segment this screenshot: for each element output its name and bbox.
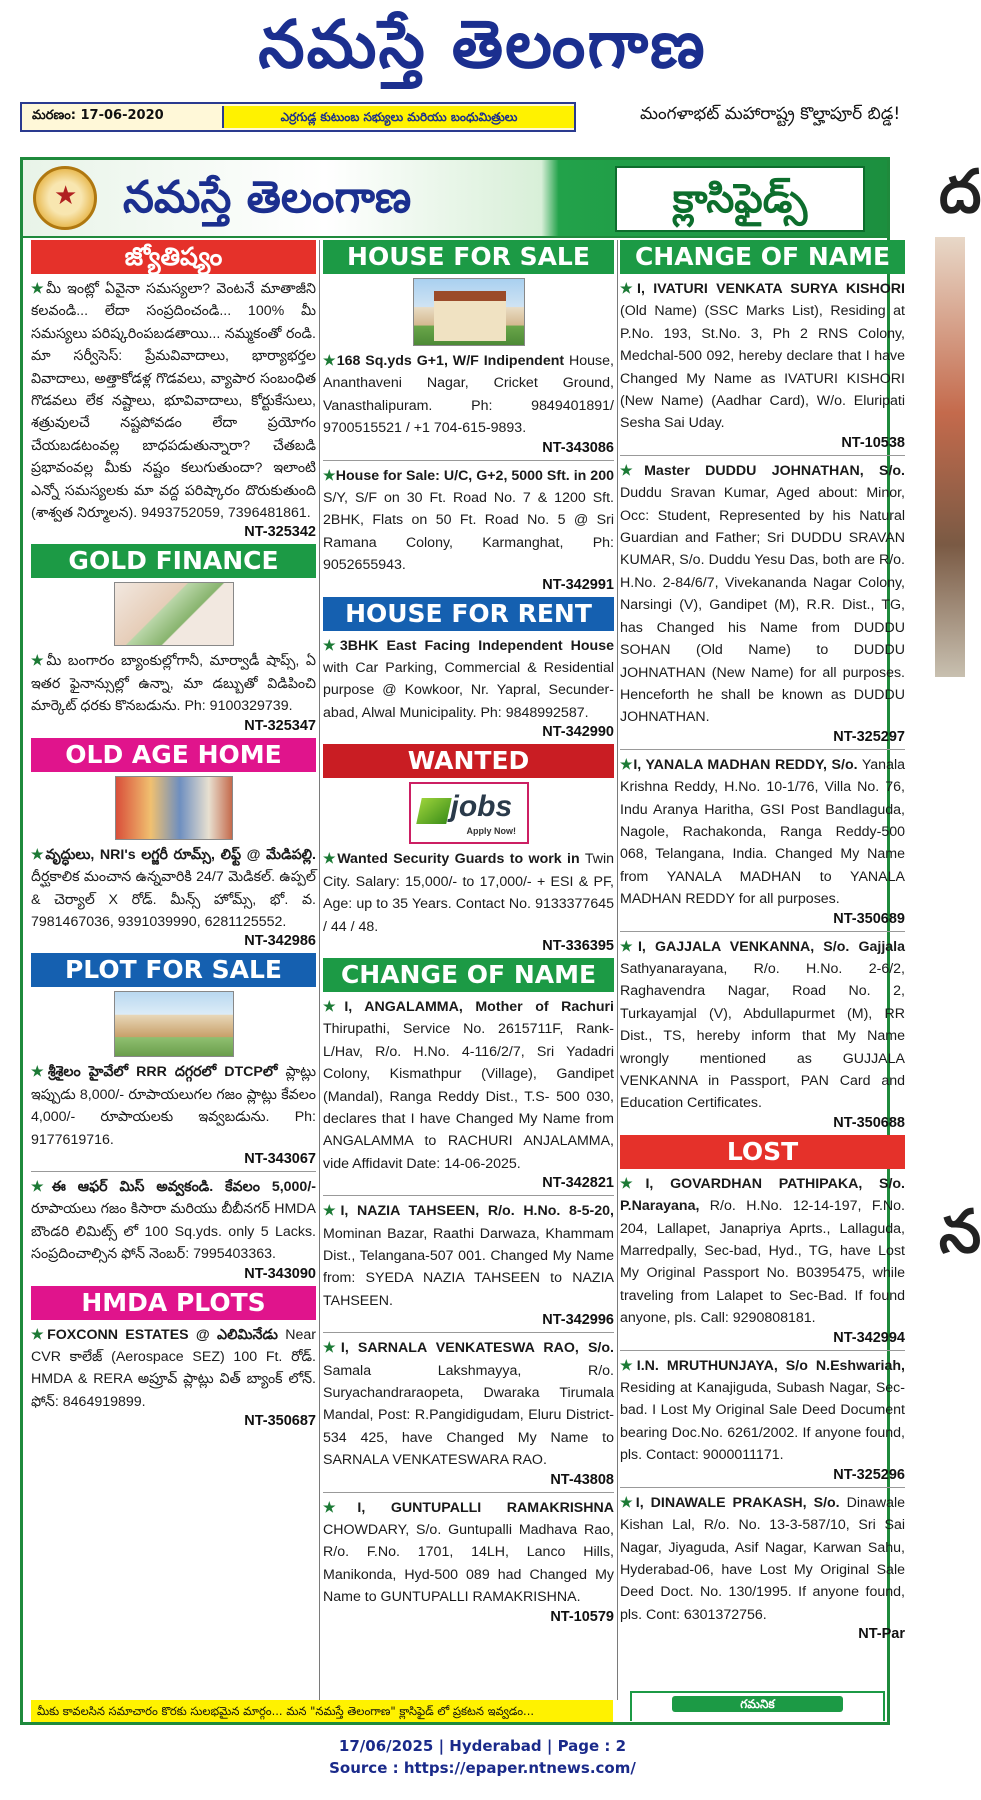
ad-lead: I, DINAWALE PRAKASH, S/o.	[635, 1494, 840, 1511]
ad-lead: Master DUDDU JOHNATHAN, S/o.	[644, 462, 905, 479]
section-head-house-for-sale: HOUSE FOR SALE	[323, 240, 614, 274]
old-age-home-image	[115, 776, 233, 840]
column-2	[323, 240, 614, 1629]
classified-ad: ★I, NAZIA TAHSEEN, R/o. H.No. 8-5-20, Mominan Bazar, Raathi Darwaza, Khammam Dist., Telangana-507 001. Changed My Name from: SYEDA NAZIA TAHSEEN to NAZIA TAHSEEN.	[323, 1203, 614, 1309]
ad-code: NT-343086	[542, 439, 614, 456]
classified-ad: ★I, YANALA MADHAN REDDY, S/o. Yanala Krishna Reddy, H.No. 10-1/76, Villa No. 76, Indu Aranya Haritha, GSI Post Bandlaguda, Nagole, Rachakonda, Ranga Reddy-500 068, Telangana, India. Changed My Name from YANALA MADHAN to YANALA MADHAN REDDY for all purposes.	[620, 756, 905, 908]
ad-code: NT-342821	[542, 1175, 614, 1192]
section-head-hmda-plots: HMDA PLOTS	[31, 1286, 316, 1320]
source-link[interactable]: Source : https://epaper.ntnews.com/	[329, 1759, 636, 1777]
classifieds-frame	[20, 157, 905, 1725]
classified-ad: ★ఈ ఆఫర్ మిస్ అవ్వకండి. కేవలం 5,000/- రూపాయలు గజం కిసారా మరియు బీబీనగర్ HMDA బౌండరి లిమిట్స్ లో 100 Sq.yds. only 5 Lacks. సంప్రదించాల్సిన ఫోన్ నెంబర్: 7995403363.	[31, 1178, 316, 1263]
classified-ad: ★వృద్ధులు, NRI's లగ్జరీ రూమ్స్, లిఫ్ట్ @ మేడిపల్లి. దీర్ఘకాలిక మంచాన ఉన్నవారికి 24/7 మెడికల్. ఉప్పల్ & చెర్యాల్ X రోడ్. మీన్స్ హోమ్స్, భో. వ. 7981467036, 9391039990, 6281125552.	[31, 846, 316, 930]
section-head-astrology: జ్యోతిష్యం	[31, 240, 316, 274]
column-divider	[319, 240, 320, 1700]
column-1	[31, 240, 316, 1433]
ad-text: S/Y, S/F on 30 Ft. Road No. 7 & 1200 Sft. 2BHK, Flats on 50 Ft. Road No. 5 @ Sri Ramana Colony, Karmanghat, Ph: 9052655943.	[323, 490, 614, 574]
ad-code: NT-43808	[550, 1471, 614, 1488]
ad-text: Duddu Sravan Kumar, Aged about: Minor, Occ: Student, Represented by his Natural Guardian and Father; Sri DUDDU SRAVAN KUMAR, S/o. Duddu Yesu Das, both are R/o. H.No. 2-84/6/7, Vivekananda Nagar Colony, Narsingi (V), Gandipet (M), R.R. Dist., TG, has Changed his Name from DUDDU SOHAN (Old Name) to DUDDU JOHNATHAN (New Name) for all purposes. Henceforth he shall be known as DUDDU JOHNATHAN.	[620, 485, 905, 726]
masthead	[0, 0, 965, 95]
ad-text: మీ బంగారం బ్యాంకుల్లోగానీ, మార్వాడీ షాప్స్, ఏ ఇతర ఫైనాన్సుల్లో ఉన్నా, మా డబ్బుతో విడిపించి మార్కెట్ ధరకు కొనబడును. Ph: 9100329739.	[31, 653, 316, 715]
newspaper-title: నమస్తే తెలంగాణ	[258, 5, 707, 83]
ad-text: Mominan Bazar, Raathi Darwaza, Khammam Dist., Telangana-507 001. Changed My Name from: SYEDA NAZIA TAHSEEN to NAZIA TAHSEEN.	[323, 1225, 614, 1309]
ad-code: NT-343067	[244, 1150, 316, 1167]
obituary-strip	[20, 102, 576, 132]
adjacent-headline-fragment: న	[939, 1197, 981, 1267]
section-head-lost: LOST	[620, 1135, 905, 1169]
ad-code: NT-342994	[833, 1329, 905, 1346]
ad-code: NT-350687	[244, 1413, 316, 1430]
ad-lead: I, GAJJALA VENKANNA, S/o. Gajjala	[637, 938, 905, 955]
page-footer	[0, 1735, 965, 1779]
ad-text: దీర్ఘకాలిక మంచాన ఉన్నవారికి 24/7 మెడికల్. ఉప్పల్ & చెర్యాల్ X రోడ్. మీన్స్ హోమ్స్, భో. వ. 7981467036, 9391039990, 6281125552.	[31, 869, 316, 930]
ad-divider	[323, 1195, 614, 1196]
section-head-change-of-name: CHANGE OF NAME	[323, 958, 614, 992]
ad-code: NT-325296	[833, 1466, 905, 1483]
ad-text: మీ ఇంట్లో ఏవైనా సమస్యలా? వెంటనే మాతాజీని కలవండి... లేదా సంప్రదించండి... 100% మీ సమస్యలు పరిష్కరింపబడతాయి... నమ్మకంతో రండి. మా సర్వీసెస్: ప్రేమవివాదాలు, భార్యాభర్తల వివాదాలు, అత్తాకోడళ్ల గొడవలు, వ్యాపార సంబంధిత గొడవలు లేక నష్టాలు, భూవివాదాలు, కోర్టుకేసులు, శత్రువులచే నష్టపోవడం లేదా ప్రయోగం చేయబడటంవల్ల బాధపడుతున్నారా? చేతబడి ప్రభావంవల్ల మీకు నష్టం కలుగుతుందా? ఇలాంటి ఎన్నో సమస్యలకు మా వద్ద పరిష్కారం దొరుకుతుంది (శాశ్వత నిర్మూలన). 9493752059, 7396481861.	[31, 281, 316, 522]
obituary-date: మరణం: 17-06-2020	[32, 108, 164, 123]
notice-box	[630, 1691, 885, 1721]
ad-lead: I, ANGALAMMA, Mother of Rachuri	[344, 998, 614, 1015]
ad-text: with Car Parking, Commercial & Residential purpose @ Kowkoor, Nr. Yapral, Secunder-abad, Alwal Municipality. Ph: 9848992587.	[323, 660, 614, 721]
classified-ad: ★House for Sale: U/C, G+2, 5000 Sft. in 200 S/Y, S/F on 30 Ft. Road No. 7 & 1200 Sft. 2BHK, Flats on 50 Ft. Road No. 5 @ Sri Ramana Colony, Karmanghat, Ph: 9052655943.	[323, 467, 614, 574]
ad-lead: 3BHK East Facing Independent House	[339, 637, 614, 654]
banner-section-title: క్లాసిఫైడ్స్	[615, 166, 865, 232]
ad-code: NT-342996	[542, 1312, 614, 1329]
ad-lead: ఈ ఆఫర్ మిస్ అవ్వకండి. కేవలం 5,000/-	[51, 1178, 316, 1195]
ad-divider	[620, 749, 905, 750]
section-head-wanted: WANTED	[323, 744, 614, 778]
column-divider	[617, 240, 618, 1700]
ad-divider	[323, 1332, 614, 1333]
ad-code: NT-10579	[550, 1608, 614, 1625]
emblem-icon	[33, 166, 97, 230]
classified-ad: ★I, GAJJALA VENKANNA, S/o. Gajjala Sathyanarayana, R/o. H.No. 2-6/2, Raghavendra Nagar, Road No. 2, Turkayamjal (V), Abdullapurmet (M), RR Dist., TS, hereby inform that My Name wrongly mentioned as GUJJALA VENKANNA in Passport, PAN Card and Education Certificates.	[620, 938, 905, 1112]
ad-text: CHOWDARY, S/o. Guntupalli Madhava Rao, R/o. F.No. 1701, 14LH, Lanco Hills, Manikonda, Hyd-500 089 had Changed My Name to GUNTUPALLI RAMAKRISHNA.	[323, 1522, 614, 1606]
house-image	[413, 278, 525, 346]
obituary-ribbon: ఎర్రగుడ్ల కుటుంబ సభ్యులు మరియు బంధుమిత్రులు	[222, 106, 574, 128]
jobs-logo-word: jobs	[450, 790, 513, 824]
ad-code: NT-Par	[858, 1626, 905, 1643]
classified-ad: ★I, ANGALAMMA, Mother of Rachuri Thirupathi, Service No. 2615711F, Rank-L/Hav, R/o. H.No. 4-116/2/7, Sri Yadadri Colony, Kismathpur (Village), Gandipet (Mandal), Ranga Reddy Dist., T.S- 500 030, declares that I have Changed My Name from ANGALAMMA to RACHURI ANJALAMMA, vide Affidavit Date: 14-06-2025.	[323, 998, 614, 1172]
classified-ad: ★168 Sq.yds G+1, W/F Indipendent House, Ananthaveni Nagar, Cricket Ground, Vanasthalipuram. Ph: 9849401891/ 9700515521 / +1 704-615-9893.	[323, 353, 614, 437]
classified-ad: ★I, DINAWALE PRAKASH, S/o. Dinawale Kishan Lal, R/o. No. 13-3-587/10, Sri Sai Nagar, Jiyaguda, Asif Nagar, Karwan Sahu, Hyderabad-06, have Lost My Original Sale Deed Doct. No. 130/1995. If anyone found, pls. Cont: 6301372756.	[620, 1494, 905, 1623]
classified-ad: ★I, SARNALA VENKATESWA RAO, S/o. Samala Lakshmayya, R/o. Suryachandraraopeta, Dwaraka Tirumala Mandal, Post: R.Pangidigudam, Eluru District-534 425, have Changed My Name to SARNALA VENKATESWARA RAO.	[323, 1340, 614, 1469]
section-head-house-for-rent: HOUSE FOR RENT	[323, 597, 614, 631]
ad-text: Twin City. Salary: 15,000/- to 17,000/- + ESI & PF, Age: up to 35 Years. Contact No. 9133377645 / 44 / 48.	[323, 851, 614, 935]
ad-text: Near CVR కాలేజ్ (Aerospace SEZ) 100 Ft. రోడ్. HMDA & RERA అప్రూవ్ ప్లాట్లు విత్ బ్యాంక్ లోన్. ఫోన్: 8464919899.	[31, 1326, 316, 1410]
ad-text: House, Ananthaveni Nagar, Cricket Ground, Vanasthalipuram. Ph: 9849401891/ 9700515521 / +1 704-615-9893.	[323, 353, 614, 437]
ad-code: NT-342991	[542, 576, 614, 593]
classified-ad: ★శ్రీశైలం హైవేలో RRR దగ్గరలో DTCPలో ప్లాట్లు ఇప్పుడు 8,000/- రూపాయలుగల గజం ప్లాట్లు కేవలం 4,000/- రూపాయలకు ఇవ్వబడును. Ph: 9177619716.	[31, 1064, 316, 1148]
ad-code: NT-325297	[833, 728, 905, 745]
ad-lead: వృద్ధులు, NRI's లగ్జరీ రూమ్స్, లిఫ్ట్ @ మేడిపల్లి.	[45, 846, 316, 863]
section-head-gold-finance: GOLD FINANCE	[31, 544, 316, 578]
edition-line: 17/06/2025 | Hyderabad | Page : 2	[338, 1737, 627, 1755]
ad-code: NT-336395	[542, 937, 614, 954]
ad-lead: FOXCONN ESTATES @ ఎలిమినేడు	[47, 1326, 278, 1343]
gold-finance-image	[114, 582, 234, 646]
classified-ad: ★3BHK East Facing Independent House with Car Parking, Commercial & Residential purpose @ Kowkoor, Nr. Yapral, Secunder-abad, Alwal Municipality. Ph: 9848992587.	[323, 637, 614, 721]
section-head-plot-for-sale: PLOT FOR SALE	[31, 953, 316, 987]
classified-ad: ★FOXCONN ESTATES @ ఎలిమినేడు Near CVR కాలేజ్ (Aerospace SEZ) 100 Ft. రోడ్. HMDA & RERA అప్రూవ్ ప్లాట్లు విత్ బ్యాంక్ లోన్. ఫోన్: 8464919899.	[31, 1326, 316, 1410]
column-3	[620, 240, 905, 1646]
ad-text: Sathyanarayana, R/o. H.No. 2-6/2, Raghavendra Nagar, Road No. 2, Turkayamjal (V), Abdullapurmet (M), RR Dist., TS, hereby inform that My Name wrongly mentioned as GUJJALA VENKANNA in Passport, PAN Card and Education Certificates.	[620, 960, 905, 1112]
ad-divider	[620, 1350, 905, 1351]
ad-text: Dinawale Kishan Lal, R/o. No. 13-3-587/10, Sri Sai Nagar, Jiyaguda, Asif Nagar, Karwan Sahu, Hyderabad-06, have Lost My Original Sale Deed Doct. No. 130/1995. If anyone found, pls. Cont: 6301372756.	[620, 1494, 905, 1623]
adjacent-headline-fragment: ద	[939, 157, 981, 227]
ad-code: NT-350689	[833, 910, 905, 927]
ad-lead: శ్రీశైలం హైవేలో RRR దగ్గరలో DTCPలో	[47, 1064, 278, 1081]
classified-ad: ★I, GOVARDHAN PATHIPAKA, S/o. P.Narayana, R/o. H.No. 12-14-197, F.No. 204, Lallapet, Janapriya Aprts., Lallaguda, Marredpally, Sec-bad, Hyd., TG, have Lost My Original Passport No. B0395475, while traveling from Lalapet to Sec-Bad. If found anyone, pls. Call: 9290808181.	[620, 1175, 905, 1327]
ad-code: NT-342986	[244, 933, 316, 950]
ad-divider	[620, 455, 905, 456]
ad-lead: I, NAZIA TAHSEEN, R/o. H.No. 8-5-20,	[340, 1203, 614, 1220]
ad-text: Thirupathi, Service No. 2615711F, Rank-L/Hav, R/o. H.No. 4-116/2/7, Sri Yadadri Colony, Kismathpur (Village), Gandipet (Mandal), Ranga Reddy Dist., T.S- 500 030, declares that I have Changed My Name from ANGALAMMA to RACHURI ANJALAMMA, vide Affidavit Date: 14-06-2025.	[323, 1021, 614, 1172]
promo-strip: మీకు కావలసిన సమాచారం కొరకు సులభమైన మార్గం... మన "నమస్తే తెలంగాణ" క్లాసిఫైడ్ లో ప్రకటన ఇవ్వడం...	[31, 1700, 613, 1722]
section-head-change-of-name: CHANGE OF NAME	[620, 240, 905, 274]
ad-lead: I, SARNALA VENKATESWA RAO, S/o.	[340, 1340, 614, 1357]
jobs-logo-mark	[416, 798, 452, 824]
classified-ad: ★Master DUDDU JOHNATHAN, S/o. Duddu Sravan Kumar, Aged about: Minor, Occ: Student, Represented by his Natural Guardian and Father; Sri DUDDU SRAVAN KUMAR, S/o. Duddu Yesu Das, both are R/o. H.No. 2-84/6/7, Vivekananda Nagar Colony, Narsingi (V), Gandipet (M), R.R. Dist., TG, has Changed his Name from DUDDU SOHAN (Old Name) to DUDDU JOHNATHAN (New Name) for all purposes. Henceforth he shall be known as DUDDU JOHNATHAN.	[620, 462, 905, 726]
ad-text: R/o. H.No. 12-14-197, F.No. 204, Lallapet, Janapriya Aprts., Lallaguda, Marredpally, Sec-bad, Hyd., TG, have Lost My Original Passport No. B0395475, while traveling from Lalapet to Sec-Bad. If found anyone, pls. Call: 9290808181.	[620, 1198, 905, 1327]
classifieds-banner	[23, 160, 887, 238]
jobs-logo	[409, 782, 529, 844]
ad-text: ప్లాట్లు ఇప్పుడు 8,000/- రూపాయలుగల గజం ప్లాట్లు కేవలం 4,000/- రూపాయలకు ఇవ్వబడును. Ph: 9177619716.	[31, 1064, 316, 1148]
classified-ad: ★I, GUNTUPALLI RAMAKRISHNA CHOWDARY, S/o. Guntupalli Madhava Rao, R/o. F.No. 1701, 14LH, Lanco Hills, Manikonda, Hyd-500 089 had Changed My Name to GUNTUPALLI RAMAKRISHNA.	[323, 1499, 614, 1606]
ad-code: NT-10538	[841, 434, 905, 451]
ad-divider	[620, 1487, 905, 1488]
ad-lead: I, GUNTUPALLI RAMAKRISHNA	[357, 1499, 614, 1516]
ad-code: NT-350688	[833, 1114, 905, 1131]
ad-lead: House for Sale: U/C, G+2, 5000 Sft. in 200	[335, 467, 614, 484]
ad-code: NT-342990	[542, 724, 614, 741]
classified-ad: ★I.N. MRUTHUNJAYA, S/o N.Eshwariah, Residing at Kanajiguda, Subash Nagar, Sec-bad. I Lost My Original Sale Deed Document bearing Doc.No. 6261/2002. If anyone found, pls. Contact: 9000011171.	[620, 1357, 905, 1464]
ad-code: NT-325342	[244, 524, 316, 541]
ad-divider	[620, 931, 905, 932]
ad-code: NT-325347	[244, 717, 316, 734]
section-head-old-age-home: OLD AGE HOME	[31, 738, 316, 772]
adjacent-headline: మంగళాభట్ మహారాష్ట్ర కొల్హాపూర్ బిడ్డ!	[640, 104, 901, 124]
plot-image	[114, 991, 234, 1057]
ad-lead: I.N. MRUTHUNJAYA, S/o N.Eshwariah,	[636, 1357, 905, 1374]
ad-text: Residing at Kanajiguda, Subash Nagar, Sec-bad. I Lost My Original Sale Deed Document bearing Doc.No. 6261/2002. If anyone found, pls. Contact: 9000011171.	[620, 1380, 905, 1464]
ad-lead: I, GOVARDHAN PATHIPAKA, S/o. P.Narayana,	[620, 1175, 905, 1215]
adjacent-page-strip	[935, 157, 981, 1725]
ad-lead: I, IVATURI VENKATA SURYA KISHORI	[637, 281, 905, 297]
classified-ad: ★మీ ఇంట్లో ఏవైనా సమస్యలా? వెంటనే మాతాజీని కలవండి... లేదా సంప్రదించండి... 100% మీ సమస్యలు పరిష్కరింపబడతాయి... నమ్మకంతో రండి. మా సర్వీసెస్: ప్రేమవివాదాలు, భార్యాభర్తల వివాదాలు, అత్తాకోడళ్ల గొడవలు, వ్యాపార సంబంధిత గొడవలు లేక నష్టాలు, భూవివాదాలు, కోర్టుకేసులు, శత్రువులచే నష్టపోవడం లేదా ప్రయోగం చేయబడటంవల్ల బాధపడుతున్నారా? చేతబడి ప్రభావంవల్ల మీకు నష్టం కలుగుతుందా? ఇలాంటి ఎన్నో సమస్యలకు మా వద్ద పరిష్కారం దొరుకుతుంది (శాశ్వత నిర్మూలన). 9493752059, 7396481861.	[31, 281, 316, 522]
notice-head: గమనిక	[672, 1696, 843, 1712]
ad-divider	[323, 460, 614, 461]
classified-ad: ★Wanted Security Guards to work in Twin City. Salary: 15,000/- to 17,000/- + ESI & PF, Age: up to 35 Years. Contact No. 9133377645 / 44 / 48.	[323, 851, 614, 935]
jobs-logo-tagline: Apply Now!	[466, 826, 516, 837]
ad-text: రూపాయలు గజం కిసారా మరియు బీబీనగర్ HMDA బౌండరి లిమిట్స్ లో 100 Sq.yds. only 5 Lacks. సంప్రదించాల్సిన ఫోన్ నెంబర్: 7995403363.	[31, 1201, 316, 1263]
ad-text: (Old Name) (SSC Marks List), Residing at P.No. 193, St.No. 3, Ph 2 RNS Colony, Medchal-500 092, hereby declare that I have Changed My Name as IVATURI KISHORI (New Name) (Aadhar Card), W/o. Eluripati Sesha Sai Uday.	[620, 303, 905, 432]
ad-divider	[323, 1492, 614, 1493]
ad-text: Yanala Krishna Reddy, H.No. 10-1/76, Villa No. 76, Indu Aranya Haritha, GSI Post Bandlaguda, Nagole, Rachakonda, Ranga Reddy-500 068, Telangana, India. Changed My Name from YANALA MADHAN to YANALA MADHAN REDDY for all purposes.	[620, 756, 905, 908]
ad-divider	[31, 1171, 316, 1172]
ad-lead: I, YANALA MADHAN REDDY, S/o.	[633, 756, 858, 773]
banner-paper-name: నమస్తే తెలంగాణ	[123, 172, 412, 223]
adjacent-photo	[935, 237, 965, 677]
ad-text: Samala Lakshmayya, R/o. Suryachandraraopeta, Dwaraka Tirumala Mandal, Post: R.Pangidigudam, Eluru District-534 425, have Changed My Name to SARNALA VENKATESWARA RAO.	[323, 1362, 614, 1469]
ad-lead: 168 Sq.yds G+1, W/F Indipendent	[336, 353, 565, 369]
ad-lead: Wanted Security Guards to work in	[337, 851, 580, 868]
classified-ad: ★I, IVATURI VENKATA SURYA KISHORI (Old Name) (SSC Marks List), Residing at P.No. 193, St.No. 3, Ph 2 RNS Colony, Medchal-500 092, hereby declare that I have Changed My Name as IVATURI KISHORI (New Name) (Aadhar Card), W/o. Eluripati Sesha Sai Uday.	[620, 281, 905, 432]
classified-ad: ★మీ బంగారం బ్యాంకుల్లోగానీ, మార్వాడీ షాప్స్, ఏ ఇతర ఫైనాన్సుల్లో ఉన్నా, మా డబ్బుతో విడిపించి మార్కెట్ ధరకు కొనబడును. Ph: 9100329739.	[31, 653, 316, 715]
ad-code: NT-343090	[244, 1265, 316, 1282]
